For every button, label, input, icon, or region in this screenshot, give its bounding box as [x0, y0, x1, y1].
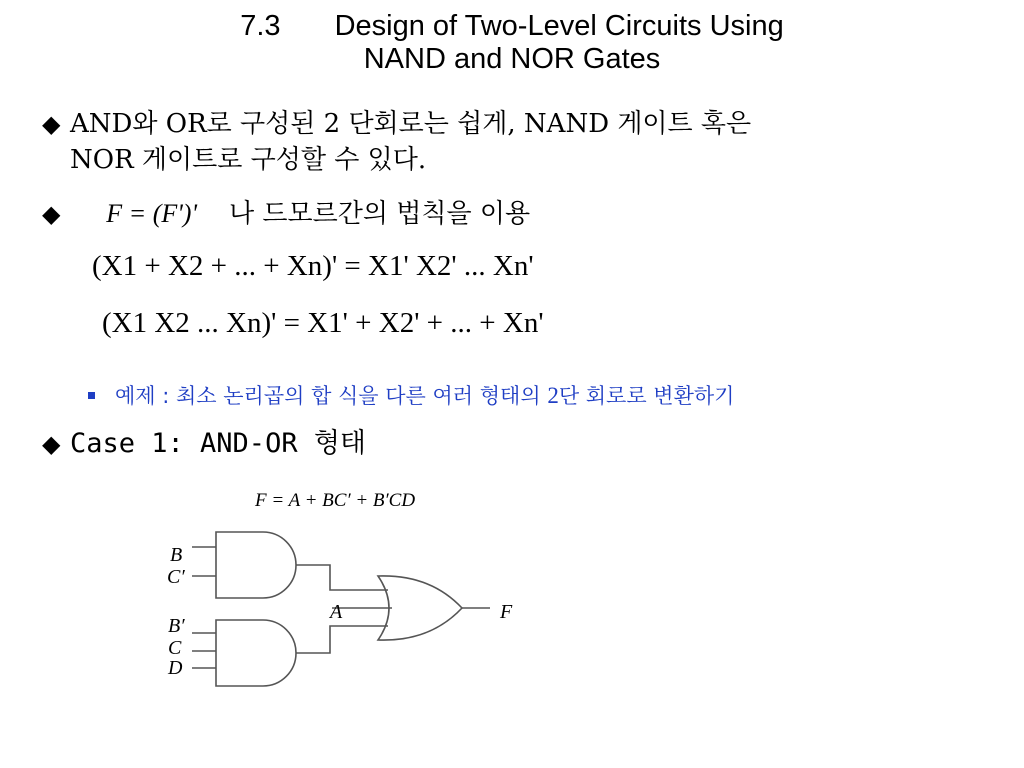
- input-label-a: A: [330, 601, 343, 623]
- input-label-c-prime: C′: [167, 566, 185, 588]
- input-label-c: C: [168, 637, 182, 659]
- input-label-b-prime: B′: [168, 615, 185, 637]
- title-line2: NAND and NOR Gates: [363, 43, 661, 75]
- bullet-3-text: Case 1: AND-OR 형태: [70, 428, 366, 459]
- sub-bullet-text: 예제 : 최소 논리곱의 합 식을 다른 여러 형태의: [115, 384, 548, 408]
- wire-gate2-out: [296, 626, 388, 653]
- sub-bullet-text-end: 단 회로로 변환하기: [558, 384, 735, 408]
- input-label-d: D: [168, 657, 183, 679]
- section-number: 7.3: [240, 10, 281, 42]
- diamond-bullet-icon: ◆: [42, 110, 61, 138]
- diamond-bullet-icon: ◆: [42, 430, 61, 458]
- diamond-bullet-icon: ◆: [42, 200, 61, 228]
- equation-2: (X1 X2 ... Xn)' = X1' + X2' + ... + Xn': [102, 307, 544, 339]
- bullet-1-line1: AND와 OR로 구성된 2 단회로는 쉽게, NAND 게이트 혹은: [70, 109, 752, 139]
- output-label-f: F: [500, 601, 513, 623]
- sub-bullet-num: 2: [547, 383, 559, 408]
- circuit-function: F = A + BC′ + B′CD: [255, 490, 416, 511]
- input-label-b: B: [170, 544, 183, 566]
- wire-gate1-out: [296, 565, 388, 590]
- title-line1: Design of Two-Level Circuits Using: [334, 10, 784, 42]
- and-gate-1: [216, 532, 296, 598]
- equation-1: (X1 + X2 + ... + Xn)' = X1' X2' ... Xn': [92, 250, 534, 282]
- bullet-1-line2: NOR 게이트로 구성할 수 있다.: [70, 145, 427, 175]
- and-gate-2: [216, 620, 296, 686]
- bullet-2-formula: F = (F')': [106, 199, 198, 228]
- bullet-2-text: 나 드모르간의 법칙을 이용: [229, 199, 531, 229]
